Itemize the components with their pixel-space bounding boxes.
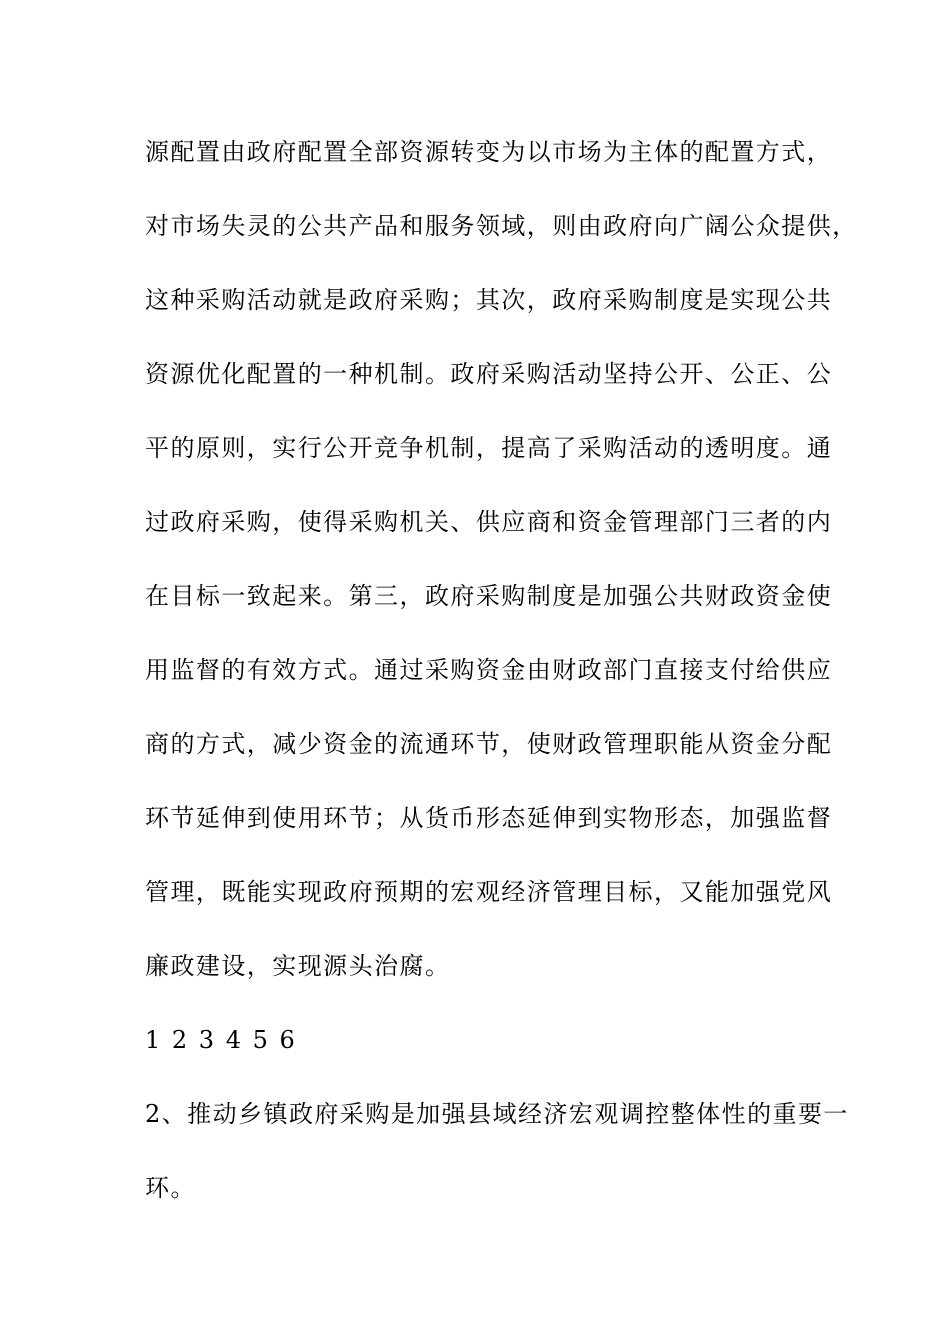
paragraph-line-5: 平的原则，实行公开竞争机制，提高了采购活动的透明度。通 (145, 434, 833, 462)
section-heading-line-1: 2、推动乡镇政府采购是加强县域经济宏观调控整体性的重要一 (145, 1100, 849, 1128)
paragraph-line-11: 管理，既能实现政府预期的宏观经济管理目标，又能加强党风 (145, 878, 833, 906)
paragraph-line-12: 廉政建设，实现源头治腐。 (145, 952, 451, 980)
paragraph-line-3: 这种采购活动就是政府采购；其次，政府采购制度是实现公共 (145, 286, 833, 314)
paragraph-line-9: 商的方式，减少资金的流通环节，使财政管理职能从资金分配 (145, 730, 833, 758)
paragraph-line-8: 用监督的有效方式。通过采购资金由财政部门直接支付给供应 (145, 656, 833, 684)
page-number-row: 1 2 3 4 5 6 (145, 1026, 295, 1054)
paragraph-line-10: 环节延伸到使用环节；从货币形态延伸到实物形态，加强监督 (145, 804, 833, 832)
paragraph-line-6: 过政府采购，使得采购机关、供应商和资金管理部门三者的内 (145, 508, 833, 536)
paragraph-line-4: 资源优化配置的一种机制。政府采购活动坚持公开、公正、公 (145, 360, 833, 388)
paragraph-line-2: 对市场失灵的公共产品和服务领域，则由政府向广阔公众提供， (145, 212, 858, 240)
paragraph-line-1: 源配置由政府配置全部资源转变为以市场为主体的配置方式， (145, 138, 833, 166)
paragraph-line-7: 在目标一致起来。第三，政府采购制度是加强公共财政资金使 (145, 582, 833, 610)
section-heading-line-2: 环。 (145, 1174, 196, 1202)
